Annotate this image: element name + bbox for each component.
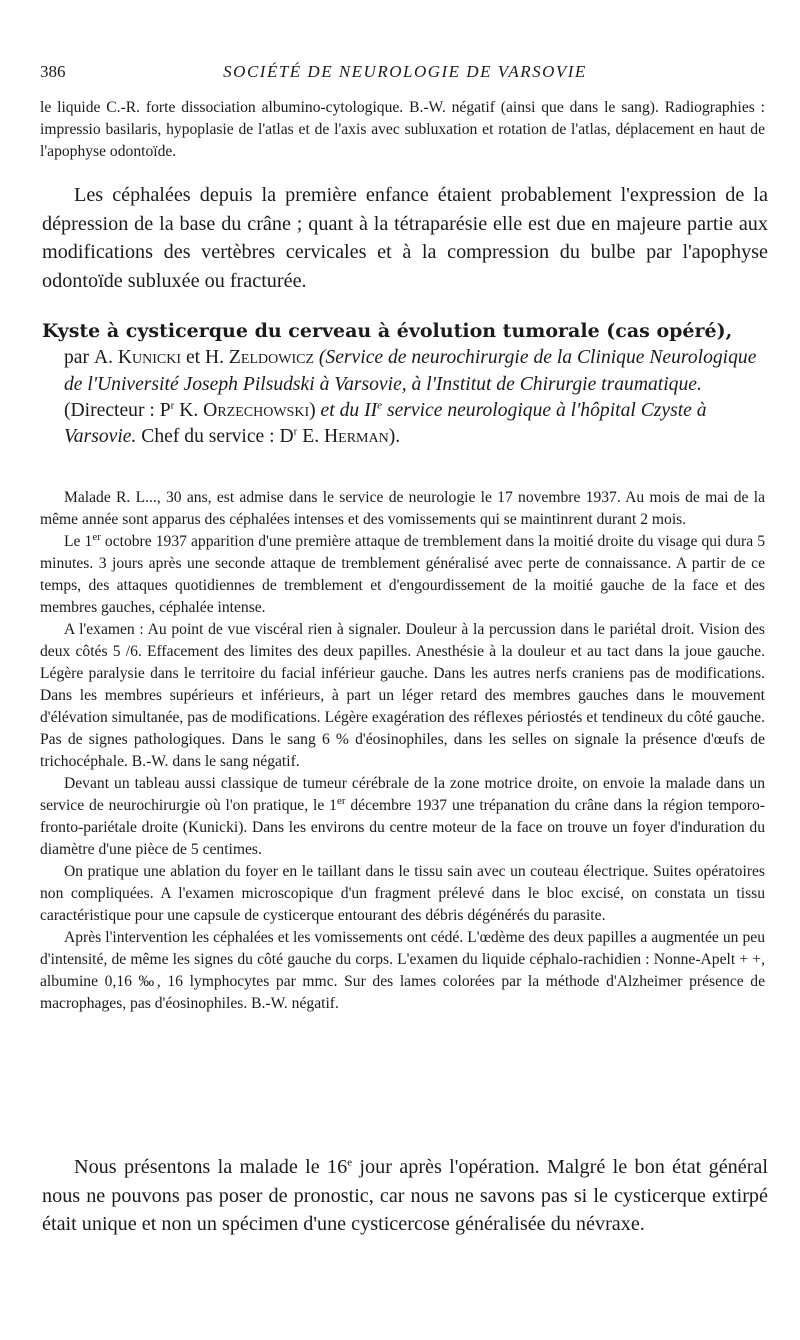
article-byline: [42, 345, 772, 450]
case-p4-b: décembre 1937 une trépanation du crâne dans la région temporo-fronto-pariétale droite (Kunicki). Dans les environs du centre moteur de la face on trouve un foyer d'induration du diamètre d'une pièce de 5 centimes.: [40, 797, 765, 858]
intro-paragraph: le liquide C.-R. forte dissociation albumino-cytologique. B.-W. négatif (ainsi que dans le sang). Radiographies : impressio basilaris, hypoplasie de l'atlas et de l'axis avec subluxation et rotation de l'atlas, déplacement en haut de l'apophyse odontoïde.: [40, 99, 765, 160]
author-zeldowicz: H. Zeldowicz: [204, 347, 314, 369]
page-number: 386: [40, 62, 66, 81]
conclusion-a: Nous présentons la malade le 16: [74, 1156, 348, 1178]
director-name: K. Orzechowski): [179, 399, 316, 421]
byline-and: et: [185, 347, 201, 369]
case-paragraph-2: [40, 531, 765, 619]
service-2-rest: service neurologique à l'hôpital Czyste à Varsovie.: [64, 399, 707, 448]
service-affiliation-1: (Service de neurochirurgie de la Clinique Neurologique de l'Université Joseph Pilsudski à Varsovie, à l'Institut de Chirurgie traumatique.: [64, 347, 757, 395]
running-title: SOCIÉTÉ DE NEUROLOGIE DE VARSOVIE: [223, 62, 587, 81]
case-p4-sup: er: [336, 794, 346, 807]
case-p4-a: Devant un tableau aussi classique de tumeur cérébrale de la zone motrice droite, on envoie la malade dans un service de neurochirurgie où l'on pratique, le 1: [40, 775, 765, 814]
conclusion-paragraph: [42, 1153, 768, 1239]
director-label: (Directeur :: [64, 399, 155, 421]
case-p2-a: Le 1: [64, 533, 93, 550]
director-title: P: [159, 399, 171, 421]
director-title-sup: r: [170, 399, 175, 412]
conclusion-sup: e: [347, 1156, 353, 1169]
chief-name: E. Herman).: [302, 426, 401, 448]
case-p2-sup: er: [92, 530, 101, 543]
byline-par: par: [64, 347, 90, 369]
case-paragraph-1: Malade R. L..., 30 ans, est admise dans le service de neurologie le 17 novembre 1937. Au mois de mai de la même année sont apparus des céphalées intenses et des vomissements qui se maintinrent durant 2 mois.: [40, 489, 765, 528]
conclusion-b: jour après l'opération. Malgré le bon état général nous ne pouvons pas poser de pronostic, car nous ne savons pas si le cysticerque extirpé était unique et non un spécimen d'une cysticercose généralisée du névraxe.: [42, 1156, 769, 1235]
case-paragraph-5: On pratique une ablation du foyer en le taillant dans le tissu sain avec un couteau électrique. Suites opératoires non compliquées. A l'examen microscopique d'un fragment prélevé dans le bloc excisé, on constata un tissu caractéristique pour une capsule de cysticerque entourant des débris dégénérés du parasite.: [40, 863, 765, 924]
case-report: [40, 487, 765, 1015]
case-paragraph-4: [40, 773, 765, 861]
article-title: Kyste à cysticerque du cerveau à évolution tumorale (cas opéré),: [42, 320, 733, 342]
case-paragraph-6: Après l'intervention les céphalées et les vomissements ont cédé. L'œdème des deux papilles a augmentée un peu d'intensité, de même les signes du côté gauche du corps. L'examen du liquide céphalo-rachidien : Nonne-Apelt + +, albumine 0,16 ‰, 16 lymphocytes par mmc. Sur des lames colorées par la méthode d'Alzheimer présence de macrophages, pas d'éosinophiles. B.-W. négatif.: [40, 929, 765, 1012]
service-2-prefix: et du II: [320, 399, 378, 421]
service-2-sup: e: [377, 399, 383, 412]
discussion-paragraph: Les céphalées depuis la première enfance étaient probablement l'expression de la dépression de la base du crâne ; quant à la tétraparésie elle est due en majeure partie aux modifications des vertèbres cervicales et à la compression du bulbe par l'apophyse odontoïde subluxée ou fracturée.: [42, 184, 768, 292]
chief-title-sup: r: [293, 425, 298, 438]
page-header: [40, 62, 770, 88]
case-paragraph-3: A l'examen : Au point de vue viscéral rien à signaler. Douleur à la percussion dans le pariétal droit. Vision des deux côtés 5 /6. Effacement des limites des deux papilles. Anesthésie à la douleur et au tact dans la joue gauche. Légère paralysie dans le territoire du facial inférieur gauche. Dans les autres nerfs craniens pas de modifications. Dans les membres supérieurs et inférieurs, à part un léger retard des membres gauches dans le mouvement d'élévation simultanée, pas de modifications. Légère exagération des réflexes périostés et tendineux du côté gauche. Pas de signes pathologiques. Dans le sang 6 % d'éosinophiles, dans les selles on signale la présence d'œufs de trichocéphale. B.-W. dans le sang négatif.: [40, 621, 765, 770]
article-heading: [42, 318, 772, 450]
author-kunicki: A. Kunicki: [93, 347, 182, 369]
case-p2-b: octobre 1937 apparition d'une première attaque de tremblement dans la moitié droite du visage qui dura 5 minutes. 3 jours après une seconde attaque de tremblement généralisé avec perte de connaissance. A partir de ce temps, des attaques quotidiennes de tremblement et d'engourdissement de la moitié gauche de la face et des membres gauches, céphalée intense.: [40, 533, 765, 616]
chief-title: D: [279, 426, 294, 448]
chief-label: Chef du service :: [141, 426, 275, 448]
